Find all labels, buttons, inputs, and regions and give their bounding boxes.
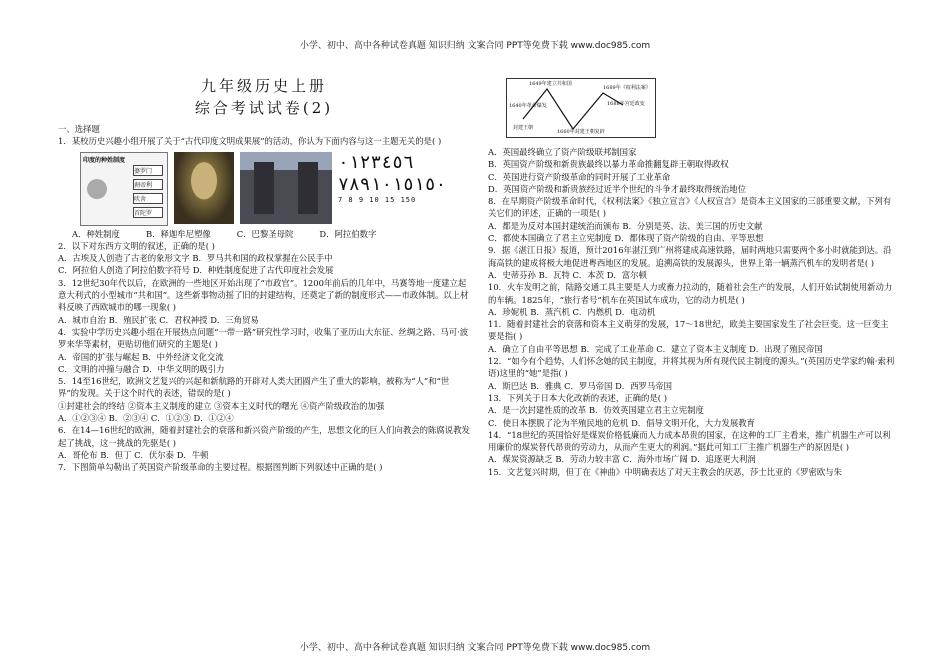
question-15: 15．文艺复兴时期，但丁在《神曲》中明确表达了对天主教会的厌恶，莎士比亚的《罗密欧与朱 <box>488 466 843 477</box>
question-1-images <box>80 152 470 224</box>
caste-level-4: 首陀罗 <box>133 207 163 218</box>
revolution-process-chart <box>506 78 656 138</box>
q8-options-ab: A．都是为反对本国封建统治而颁布 B．分别是英、法、美三国的历史文献 <box>488 220 763 231</box>
question-4: 4．实验中学历史兴趣小组在开展热点问题“一带一路”研究性学习时，收集了亚历山大东征、丝绸之路、马可·波罗来华等素材，更贴切他们研究的主题是( ) <box>58 326 469 350</box>
caste-level-1: 婆罗门 <box>133 165 163 176</box>
q5-statements: ①封建社会的终结 ②资本主义制度的建立 ③资本主义时代的曙光 ④资产阶级政治的加强 <box>58 400 385 411</box>
question-2: 2．以下对东西方文明的叙述，正确的是( ) <box>58 240 215 251</box>
question-9: 9．据《湛江日报》报道，预计2016年湛江到广州将建成高速铁路，届时两地只需要两个多小时就能到达。沿海高铁的建成将极大地促进粤西地区的发展。追溯高铁的发展源头，世界上第一辆蒸汽机车的发明者是( ) <box>488 245 892 268</box>
caste-diagram-image <box>80 152 168 226</box>
q7-option-b: B．英国资产阶级和新贵族最终以暴力革命推翻复辟王朝取得政权 <box>488 159 729 170</box>
question-3: 3．12世纪30年代以后，在欧洲的一些地区开始出现了“市政官”。1200年前后的几年中，马赛等地一度建立起意大利式的小型城市“共和国”。这些新事物动摇了旧的封建结构，还奠定了新的制度形式——市政体制。以上材料反映了西欧城市的哪一现象( ) <box>58 277 469 313</box>
left-column <box>58 75 470 474</box>
section-label: 一、选择题 <box>58 124 100 134</box>
q4-options-cd: C．文明的冲撞与融合 D．中华文明的吸引力 <box>58 363 225 374</box>
q1-option-a: A．种姓制度 <box>72 228 120 239</box>
q14-options: A．煤炭资源缺乏 B．劳动力较丰富 C．海外市场广阔 D．追逐更大利润 <box>488 454 756 465</box>
arabic-numerals-image <box>338 152 446 224</box>
q7-option-a: A．英国最终确立了资产阶级联邦制国家 <box>488 147 637 157</box>
q12-options: A．斯巴达 B．雅典 C．罗马帝国 D．西罗马帝国 <box>488 380 673 391</box>
caste-level-3: 吠舍 <box>133 193 163 204</box>
exam-title-line1: 九年级历史上册 <box>200 77 327 95</box>
caste-level-2: 刹帝利 <box>133 179 163 190</box>
q9-options: A．史蒂芬孙 B．瓦特 C．本茨 D．富尔顿 <box>488 269 647 280</box>
question-10: 10．火车发明之前，陆路交通工具主要是人力或畜力拉动的，随着社会生产的发展，人们开始试制使用新动力的车辆。1825年，“旅行者号”机车在英国试车成功，它的动力机是( ) <box>488 282 893 305</box>
q2-options-ab: A．古埃及人创造了古老的象形文字 B．罗马共和国的政权掌握在公民手中 <box>58 253 333 264</box>
chart-label-1640: 1640年革命爆发 <box>509 103 547 109</box>
chart-label-1688: 1688年宫廷政变 <box>607 101 645 107</box>
q7-option-d: D．英国资产阶级和新贵族经过近半个世纪的斗争才最终取得统治地位 <box>488 183 746 194</box>
question-5: 5．14至16世纪，欧洲文艺复兴的兴起和新航路的开辟对人类大团圆产生了重大的影响，被称为“人”和“世界”的发现。关于这个时代的表述，错误的是( ) <box>58 376 450 399</box>
chart-label-1689: 1689年《权利法案》 <box>603 85 651 91</box>
q2-options-cd: C．阿拉伯人创造了阿拉伯数字符号 D．种姓制度促进了古代印度社会发展 <box>58 265 334 276</box>
question-1-options <box>72 228 470 240</box>
q10-options: A．珍妮机 B．蒸汽机 C．内燃机 D．电动机 <box>488 306 656 317</box>
q13-options-cd: C．使日本摆脱了沦为半殖民地的危机 D．倡导文明开化，大力发展教育 <box>488 417 756 428</box>
q13-options-ab: A．是一次封建性质的改革 B．仿效英国建立君主立宪制度 <box>488 405 704 416</box>
exam-title-line2: 综合考试试卷(2) <box>194 99 334 117</box>
page-footer: 小学、初中、高中各种试卷真题 知识归纳 文案合同 PPT等免费下载 www.doc985.com <box>299 643 651 653</box>
chart-label-1649: 1649年建立共和国 <box>529 81 572 87</box>
question-14: 14．“18世纪的英国恰好是煤炭价格低廉而人力成本昂贵的国家，在这种的工厂主看来，推广机器生产可以利用廉价的煤炭替代昂贵的劳动力，从而产生更大的利润。”据此可知工厂主推广机器生产的原因是( ) <box>488 429 891 453</box>
numerals-digits: 7 8 9 10 15 150 <box>338 195 417 204</box>
chart-label-feudal: 封建王朝 <box>513 125 534 131</box>
q3-options: A．城市自治 B．殖民扩张 C．君权神授 D．三角贸易 <box>58 314 259 325</box>
chart-label-1660: 1660年封建王朝复辟 <box>557 129 605 135</box>
notre-dame-image <box>240 152 332 224</box>
question-1: 1．某校历史兴趣小组开展了关于“古代印度文明成果展”的活动，你认为下面内容与这一主题无关的是( ) <box>58 136 442 147</box>
q11-options: A．确立了自由平等思想 B．完成了工业革命 C．建立了资本主义制度 D．出现了殖民帝国 <box>488 343 823 354</box>
question-7: 7．下图简单勾勒出了英国资产阶级革命的主要过程。根据图判断下列叙述中正确的是( ) <box>58 462 383 473</box>
q8-options-cd: C．都使本国确立了君主立宪制度 D．都体现了资产阶级的自由、平等思想 <box>488 233 764 244</box>
question-8: 8．在早期资产阶级革命时代，《权利法案》《独立宣言》《人权宣言》是资本主义国家的三部重要文献，下列有关它们的评述，正确的一项是( ) <box>488 196 892 219</box>
right-column <box>488 78 896 478</box>
q7-option-c: C．英国进行资产阶级革命的同时开展了工业革命 <box>488 171 671 182</box>
q1-option-b: B．释迦牟尼塑像 <box>145 228 211 239</box>
caste-diagram-title: 印度的种姓制度 <box>83 156 126 164</box>
q5-options: A．①②③④ B．②③④ C．①②③ D．①②④ <box>58 413 234 424</box>
q1-option-d: D．阿拉伯数字 <box>319 228 377 239</box>
question-11: 11．随着封建社会的衰落和资本主义萌芽的发展，17～18世纪，欧美主要国家发生了社会巨变。这一巨变主要是指( ) <box>488 319 889 342</box>
numerals-glyphs: ٠١٢٣٤٥٦ ٧٨٩١٠١٥١٥٠ <box>338 151 446 195</box>
caste-center-icon <box>87 179 107 199</box>
question-13: 13．下列关于日本大化改新的表述，正确的是( ) <box>488 392 667 403</box>
page-header: 小学、初中、高中各种试卷真题 知识归纳 文案合同 PPT等免费下载 www.doc985.com <box>299 41 651 51</box>
question-12: 12．“如今有个趋势，人们怀念她的民主制度，并将其视为所有现代民主制度的源头。”(英国历史学家约翰·索利语)这里的“她”是指( ) <box>488 356 895 379</box>
question-6: 6．在14—16世纪的欧洲，随着封建社会的衰落和新兴资产阶级的产生，思想文化的巨人们向教会的陈腐说教发起了挑战，这一挑战的先驱是( ) <box>58 425 470 448</box>
q6-options: A．哥伦布 B．但丁 C．伏尔泰 D．牛顿 <box>58 449 209 460</box>
buddha-statue-image <box>174 152 234 224</box>
q1-option-c: C．巴黎圣母院 <box>236 228 294 239</box>
q4-options-ab: A．帝国的扩张与崛起 B．中外经济文化交流 <box>58 351 224 362</box>
